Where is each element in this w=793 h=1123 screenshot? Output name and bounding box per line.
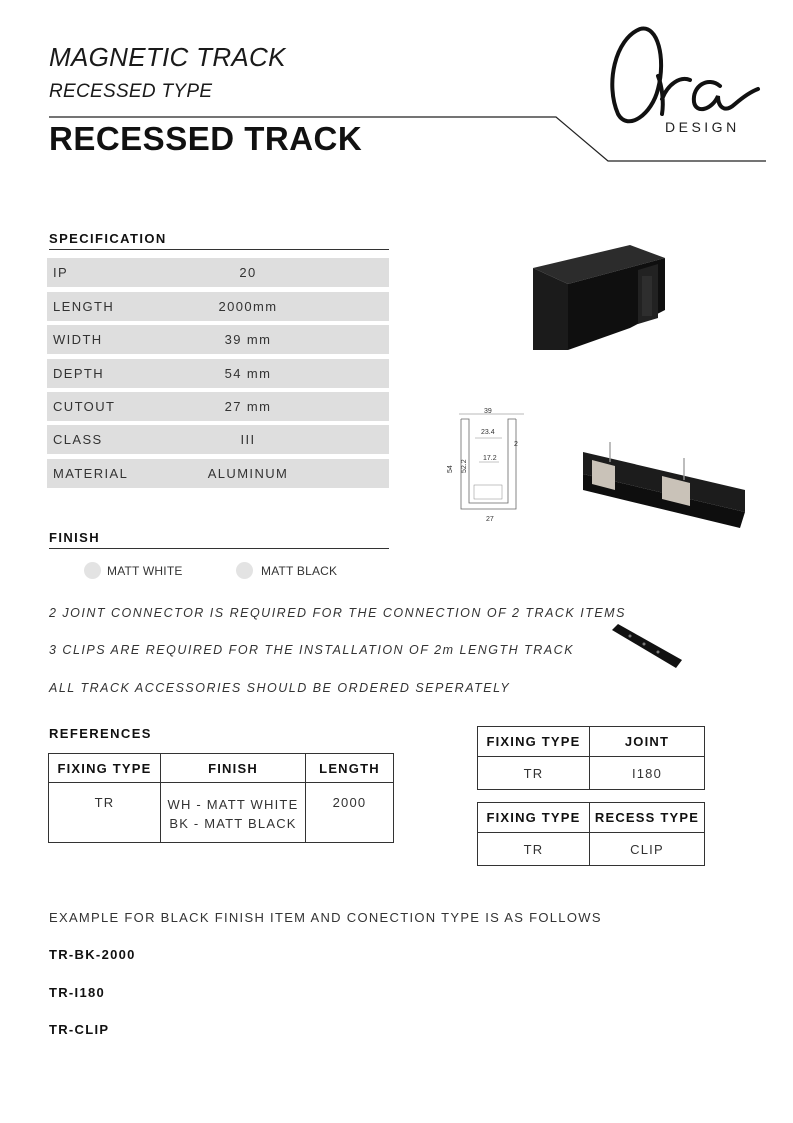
header-fixing-type: FIXING TYPE xyxy=(478,803,590,833)
finish-heading: FINISH xyxy=(49,530,101,545)
spec-row-width xyxy=(47,325,389,354)
matt-white-swatch xyxy=(84,562,101,579)
header-joint: JOINT xyxy=(590,727,705,757)
finish-option-white: WH - MATT WHITE xyxy=(167,797,299,812)
cell-fixing: TR xyxy=(478,757,590,790)
specification-rule xyxy=(49,249,389,250)
dim-height: 54 xyxy=(447,465,454,473)
spec-row-class xyxy=(47,425,389,454)
spec-value: ALUMINUM xyxy=(207,466,289,481)
spec-label: LENGTH xyxy=(53,299,115,314)
spec-row-ip xyxy=(47,258,389,287)
spec-label: IP xyxy=(53,265,69,280)
note-joint-connector: 2 JOINT CONNECTOR IS REQUIRED FOR THE CONNECTION OF 2 TRACK ITEMS xyxy=(49,606,626,620)
example-intro: EXAMPLE FOR BLACK FINISH ITEM AND CONECTION TYPE IS AS FOLLOWS xyxy=(49,910,602,925)
spec-row-depth xyxy=(47,359,389,388)
references-heading: REFERENCES xyxy=(49,726,152,741)
table-header-row xyxy=(478,803,705,833)
example-code-clip: TR-CLIP xyxy=(49,1022,110,1037)
table-header-row xyxy=(49,754,394,783)
cell-fixing: TR xyxy=(49,783,161,843)
product-name: RECESSED TRACK xyxy=(49,120,363,157)
brand-logo xyxy=(600,14,765,139)
spec-label: CUTOUT xyxy=(53,399,116,414)
header-fixing-type: FIXING TYPE xyxy=(49,754,161,783)
recess-table xyxy=(477,802,705,866)
spec-value: III xyxy=(240,432,256,447)
finish-rule xyxy=(49,548,389,549)
cell-fixing: TR xyxy=(478,833,590,866)
dim-inner-height: 52.2 xyxy=(461,459,468,473)
table-header-row xyxy=(478,727,705,757)
spec-value: 39 mm xyxy=(224,332,272,347)
matt-black-swatch xyxy=(236,562,253,579)
dim-base: 27 xyxy=(486,516,494,523)
specification-heading: SPECIFICATION xyxy=(49,231,167,246)
table-row xyxy=(478,833,705,866)
cross-section-drawing xyxy=(444,403,528,525)
matt-white-label: MATT WHITE xyxy=(107,564,183,578)
cell-finish xyxy=(161,783,306,843)
spec-row-cutout xyxy=(47,392,389,421)
logo-wordmark: DESIGN xyxy=(665,119,740,135)
cell-joint: I180 xyxy=(590,757,705,790)
table-row xyxy=(478,757,705,790)
page-subtitle: RECESSED TYPE xyxy=(49,81,213,102)
cell-length: 2000 xyxy=(306,783,394,843)
spec-row-material xyxy=(47,459,389,488)
references-table xyxy=(48,753,394,843)
dim-width: 39 xyxy=(484,408,492,415)
spec-value: 2000mm xyxy=(218,299,278,314)
table-row xyxy=(49,783,394,843)
dim-lip: 2 xyxy=(514,441,518,448)
dim-inner: 23.4 xyxy=(481,429,495,436)
spec-label: DEPTH xyxy=(53,366,105,381)
cell-recess-type: CLIP xyxy=(590,833,705,866)
finish-option-black: BK - MATT BLACK xyxy=(169,816,297,831)
matt-black-label: MATT BLACK xyxy=(261,564,338,578)
spec-value: 54 mm xyxy=(224,366,272,381)
spec-value: 20 xyxy=(239,265,257,280)
track-product-image xyxy=(530,240,670,352)
header-recess-type: RECESS TYPE xyxy=(590,803,705,833)
page-title: MAGNETIC TRACK xyxy=(49,42,286,72)
spec-label: CLASS xyxy=(53,432,103,447)
header-fixing-type: FIXING TYPE xyxy=(478,727,590,757)
example-code-track: TR-BK-2000 xyxy=(49,947,136,962)
example-code-joint: TR-I180 xyxy=(49,985,106,1000)
track-clips-image xyxy=(580,440,750,532)
spec-value: 27 mm xyxy=(224,399,272,414)
joint-connector-image xyxy=(608,622,684,674)
header-length: LENGTH xyxy=(306,754,394,783)
note-accessories: ALL TRACK ACCESSORIES SHOULD BE ORDERED SEPERATELY xyxy=(49,681,511,695)
note-clips: 3 CLIPS ARE REQUIRED FOR THE INSTALLATION OF 2m LENGTH TRACK xyxy=(49,643,575,657)
joint-table xyxy=(477,726,705,790)
spec-label: MATERIAL xyxy=(53,466,129,481)
spec-label: WIDTH xyxy=(53,332,103,347)
spec-row-length xyxy=(47,292,389,321)
dim-slot: 17.2 xyxy=(483,455,497,462)
header-finish: FINISH xyxy=(161,754,306,783)
